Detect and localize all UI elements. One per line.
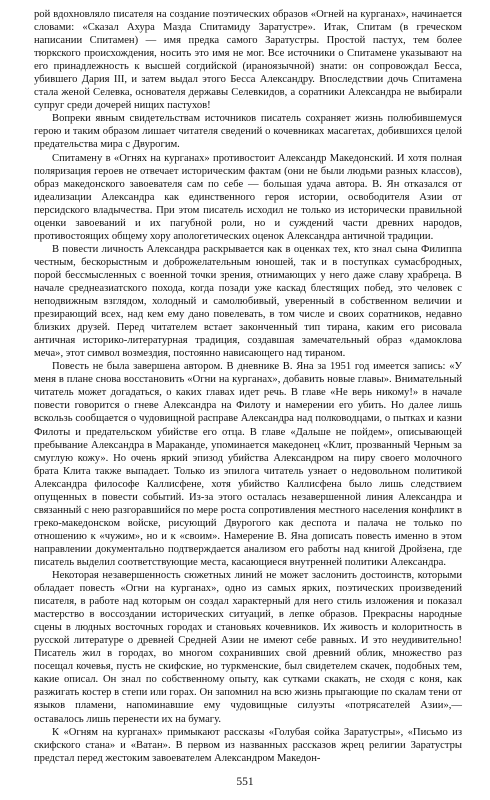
paragraph-5: Повесть не была завершена автором. В дневнике В. Яна за 1951 год имеется запись: «У меня в плане снова восстановить «Огни на курганах», добавить новые главы». Внимательный читатель может догадаться, о каких главах идет речь. В главе «Не верь никому!» в начале повести говорится о гневе Александра на Филоту и намерении его убить. Но далее лишь вскользь сообщается о чудовищной расправе Александра над полководцами, о пытках и казни Филоты и предательском убийстве его отца. В главе «Дальше не пойдем», описывающей пребывание Александра в Мараканде, упоминается македонец «Клит, прозванный Черным за смуглую кожу». Но очень яркий эпизод убийства Александром на пиру своего молочного брата Клита также выпадает. Только из эпилога читатель узнает о недовольном политикой Александра философе Каллисфене, хотя убийство Каллисфена было лишь следствием опущенных в повести событий. Из-за этого осталась незавершенной линия Александра и связанный с нею разгоравшийся по мере роста сопротивления местного населения конфликт в греко-македонском войске, рисующий Двурогого как деспота и палача не только по отношению к «чужим», но и к «своим». Намерение В. Яна дописать повесть именно в этом направлении документально подтверждается анализом его работы над книгой Дройзена, где писатель выделил соответствующие места, касающиеся внутренней политики Александра.	[34, 361, 462, 568]
paragraph-6: Некоторая незавершенность сюжетных линий не может заслонить достоинств, которыми обладает повесть «Огни на курганах», одно из самых ярких, поэтических произведений писателя, в работе над которым он создал характерный для него стиль изложения и показал мастерство в воссоздании исторических ситуаций, в лепке образов. Прекрасны народные сцены в людных восточных городах и становьях кочевников. Их живость и колоритность в русской литературе о древней Средней Азии не имеют себе равных. И это неудивительно! Писатель жил в городах, во многом сохранивших свой древний облик, множество раз посещал кочевья, пусть не скифские, но туркменские, был свидетелем скачек, подобных тем, какие описал. Он знал по собственному опыту, как сутками скакать, не сходя с коня, как разжигать костер в степи или горах. Он запомнил на всю жизнь прыгающие по скалам тени от языков пламени, напоминавшие ему чудовищные силуэты «потрясателей Азии»,— оставалось лишь перенести их на бумагу.	[34, 570, 462, 725]
page-text-block	[34, 8, 462, 765]
paragraph-4: В повести личность Александра раскрывается как в оценках тех, кто знал сына Филиппа честным, бескорыстным и доброжелательным юношей, так и в поступках сумасбродных, порой бессмысленных с военной точки зрения, отнимающих у него даже славу храбреца. В начале среднеазиатского похода, когда позади уже каскад блестящих побед, это человек с неподвижным взглядом, холодный и самолюбивый, уверенный в собственном величии и презирающий всех, над кем ему дано повелевать, в том числе и своих соратников, недавно близких друзей. Перед читателем встает законченный тип тирана, каким его рисовала античная историко-литературная традиция, создавшая замечательный образ «дамоклова меча», этот символ возмездия, постоянно нависающего над тираном.	[34, 243, 462, 360]
page-number: 551	[236, 776, 254, 788]
paragraph-1: рой вдохновляло писателя на создание поэтических образов «Огней на курганах», начинается словами: «Сказал Ахура Мазда Спитамиду Заратустре». Итак, Спитам (в греческом написании Спитамен) — имя предка самого Заратустры. Простой пастух, тем более тюркского происхождения, носить это имя не мог. Все источники о Спитамене указывают на его принадлежность к высшей согдийской (ираноязычной) знати: он сопровождал Бесса, убившего Дария III, и затем выдал этого Бесса Александру. Впоследствии дочь Спитамена стала женой Селевка, основателя державы Селевкидов, а соратники Александра не выбирали супруг среди дочерей нищих пастухов!	[34, 9, 462, 112]
paragraph-3: Спитамену в «Огнях на курганах» противостоит Александр Македонский. И хотя полная поляризация героев не отвечает историческим фактам (они не были людьми разных классов), образ македонского завоевателя сам по себе — большая удача автора. В. Ян отказался от идеализации Александра как единственного героя истории, освободителя Азии от персидского владычества. При этом писатель исходил не только из исторически правильной оценки завоеваний и их пагубной роли, но и суждений части древних народов, противостоящих общему хору апологетических оценок Александра античной традиции.	[34, 152, 462, 242]
paragraph-7: К «Огням на курганах» примыкают рассказы «Голубая сойка Заратустры», «Письмо из скифского стана» и «Ватан». В первом из названных рассказов жрец религии Заратустры предстал перед жестоким завоевателем Александром Македон-	[34, 726, 462, 764]
paragraph-2: Вопреки явным свидетельствам источников писатель сохраняет жизнь полюбившемуся герою и таким образом лишает читателя сведений о кочевниках масагетах, добившихся целой предательства мира с Двурогим.	[34, 113, 462, 151]
